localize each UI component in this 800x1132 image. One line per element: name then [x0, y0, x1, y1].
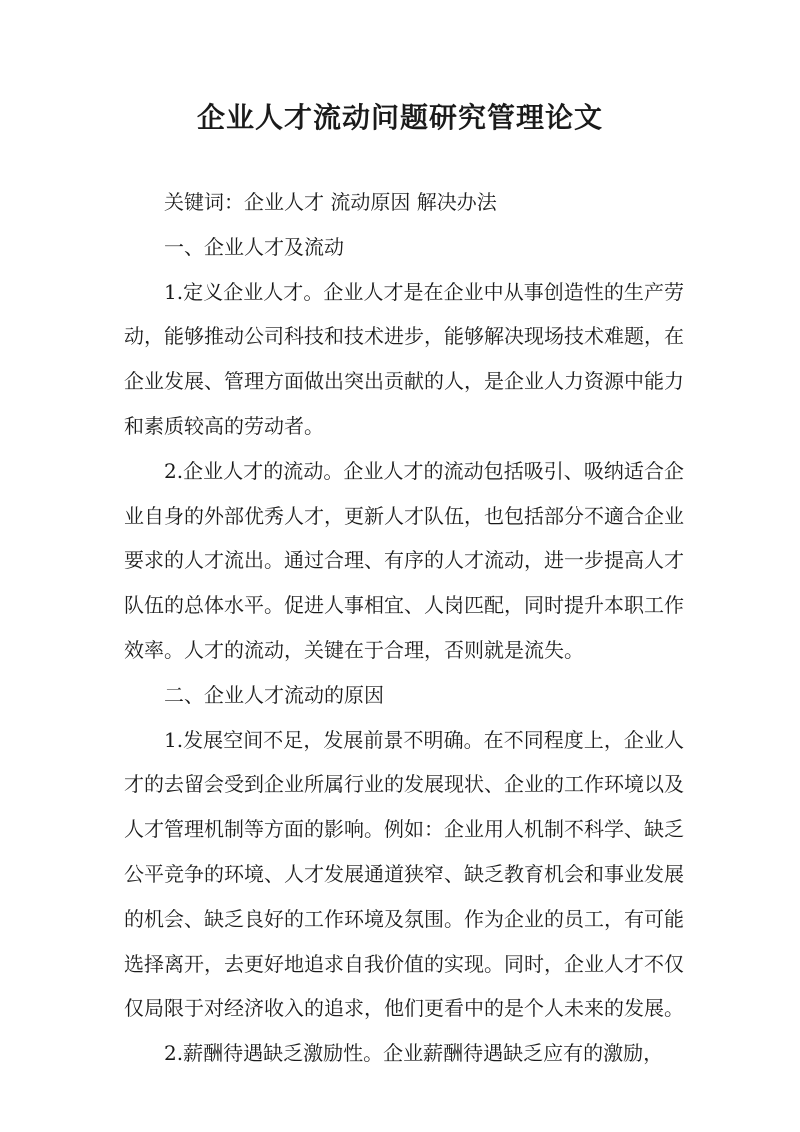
keywords-line: 关键词：企业人才 流动原因 解决办法 — [164, 190, 497, 214]
body-paragraph: 1.发展空间不足，发展前景不明确。在不同程度上，企业人才的去留会受到企业所属行业的发展现状、企业的工作环境以及人才管理机制等方面的影响。例如：企业用人机制不科学、缺乏公平竞争的环境、人才发展通道狭窄、缺乏教育机会和事业发展的机会、缺乏良好的工作环境及氛围。作为企业的员工，有可能选择离开，去更好地追求自我价值的实现。同时，企业人才不仅仅局限于对经济收入的追求，他们更看中的是个人未来的发展。 — [124, 727, 684, 1021]
section-heading-2: 二、企业人才流动的原因 — [164, 682, 384, 707]
section-heading-1: 一、企业人才及流动 — [164, 234, 344, 259]
body-paragraph: 1.定义企业人才。企业人才是在企业中从事创造性的生产劳动，能够推动公司科技和技术进步，能够解决现场技术难题，在企业发展、管理方面做出突出贡献的人，是企业人力资源中能力和素质较高的劳动者。 — [124, 279, 684, 438]
document-body — [124, 180, 684, 1076]
body-paragraph: 2.企业人才的流动。企业人才的流动包括吸引、吸纳适合企业自身的外部优秀人才，更新人才队伍，也包括部分不適合企业要求的人才流出。通过合理、有序的人才流动，进一步提高人才队伍的总体水平。促进人事相宜、人岗匹配，同时提升本职工作效率。人才的流动，关键在于合理，否则就是流失。 — [124, 458, 684, 662]
body-paragraph: 2.薪酬待遇缺乏激励性。企业薪酬待遇缺乏应有的激励， — [164, 1041, 664, 1066]
document-title: 企业人才流动问题研究管理论文 — [196, 101, 603, 134]
